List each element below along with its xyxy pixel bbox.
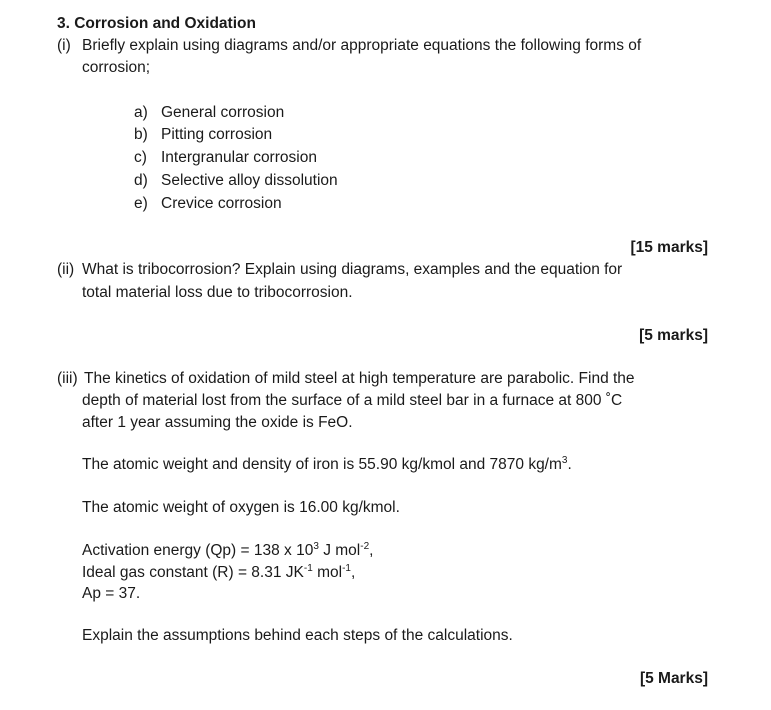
q2-text-line1: What is tribocorrosion? Explain using diagrams, examples and the equation for [82, 261, 623, 278]
gas-s2: -1 [342, 562, 351, 574]
q2-text-line2: total material loss due to tribocorrosion. [82, 284, 353, 301]
list-text: Pitting corrosion [161, 126, 273, 143]
q3-text-line2: depth of material lost from the surface of a mild steel bar in a furnace at 800 ˚C [82, 392, 623, 409]
gas-constant [82, 564, 355, 582]
list-label: a) [134, 104, 148, 121]
list-label: d) [134, 172, 148, 189]
list-text: General corrosion [161, 104, 285, 121]
list-label: e) [134, 195, 148, 212]
iron-end: . [567, 456, 572, 473]
q3-explain: Explain the assumptions behind each steps of the calculations. [82, 627, 513, 644]
oxygen-properties: The atomic weight of oxygen is 16.00 kg/kmol. [82, 499, 400, 516]
q2-number: (ii) [57, 261, 75, 278]
gas-c: , [350, 564, 356, 581]
q1-text-line1: Briefly explain using diagrams and/or appropriate equations the following forms of [82, 37, 642, 54]
q1-text-line2: corrosion; [82, 59, 151, 76]
q2-marks: [5 marks] [639, 327, 708, 344]
gas-s1: -1 [303, 562, 313, 574]
q3-text-line1: The kinetics of oxidation of mild steel at high temperature are parabolic. Find the [84, 370, 635, 387]
list-label: c) [134, 149, 147, 166]
activation-b: J mol [318, 542, 361, 559]
activation-s2: -2 [360, 540, 370, 552]
iron-properties [82, 456, 572, 474]
q3-text-line3: after 1 year assuming the oxide is FeO. [82, 414, 353, 431]
list-text: Crevice corrosion [161, 195, 282, 212]
gas-a: Ideal gas constant (R) = 8.31 JK [82, 564, 304, 581]
iron-sup: 3 [561, 454, 568, 466]
activation-energy [82, 542, 373, 560]
q3-marks: [5 Marks] [639, 670, 708, 687]
question-title: 3. Corrosion and Oxidation [57, 15, 256, 32]
q1-marks: [15 marks] [630, 239, 708, 256]
list-text: Selective alloy dissolution [161, 172, 338, 189]
iron-text: The atomic weight and density of iron is 55.90 kg/kmol and 7870 kg/m [82, 456, 562, 473]
list-text: Intergranular corrosion [161, 149, 317, 166]
activation-s1: 3 [313, 540, 319, 552]
list-label: b) [134, 126, 148, 143]
activation-c: , [369, 542, 374, 559]
q1-number: (i) [57, 37, 71, 54]
gas-b: mol [312, 564, 343, 581]
ap-value: Ap = 37. [82, 585, 141, 602]
q3-number: (iii) [57, 370, 78, 387]
activation-a: Activation energy (Qp) = 138 x 10 [82, 542, 314, 559]
